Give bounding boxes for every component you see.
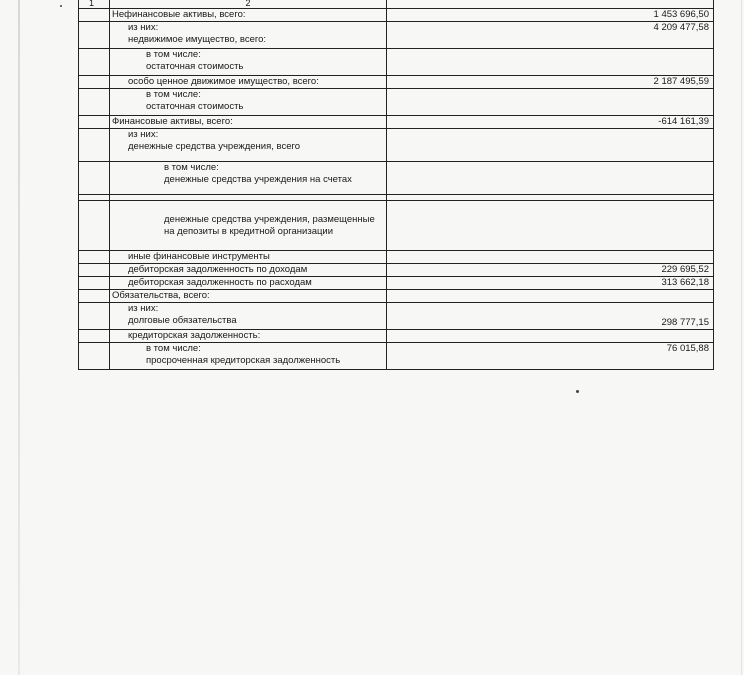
row-value: 229 695,52 [387, 264, 714, 277]
table-row [79, 290, 714, 303]
row-label: в том числе: просроченная кредиторская задолженность [110, 343, 387, 370]
table-row [79, 129, 714, 162]
scan-speck [576, 390, 579, 393]
row-label: денежные средства учреждения, размещенные на депозиты в кредитной организации [110, 201, 387, 251]
row-index-cell [79, 22, 110, 49]
row-value [387, 129, 714, 162]
row-value: 1 453 696,50 [387, 9, 714, 22]
row-index-cell [79, 277, 110, 290]
scan-edge-right [741, 0, 742, 675]
header-col-1: 1 [79, 0, 110, 9]
scan-speck [60, 5, 62, 7]
row-label: Нефинансовые активы, всего: [110, 9, 387, 22]
row-index-cell [79, 89, 110, 116]
table-row [79, 89, 714, 116]
table-row [79, 330, 714, 343]
row-index-cell [79, 264, 110, 277]
row-label: из них: долговые обязательства [110, 303, 387, 330]
row-value: 4 209 477,58 [387, 22, 714, 49]
row-index-cell [79, 290, 110, 303]
row-label: из них: недвижимое имущество, всего: [110, 22, 387, 49]
row-index-cell [79, 116, 110, 129]
row-value: 76 015,88 [387, 343, 714, 370]
row-value: 2 187 495,59 [387, 76, 714, 89]
row-index-cell [79, 330, 110, 343]
header-col-3 [387, 0, 714, 9]
row-index-cell [79, 162, 110, 195]
row-index-cell [79, 343, 110, 370]
row-index-cell [79, 129, 110, 162]
table-header-row [79, 0, 714, 9]
table-row [79, 277, 714, 290]
table-row [79, 201, 714, 251]
table-row [79, 116, 714, 129]
row-value: 313 662,18 [387, 277, 714, 290]
row-index-cell [79, 303, 110, 330]
row-value [387, 290, 714, 303]
row-index-cell [79, 201, 110, 251]
table-row [79, 162, 714, 195]
row-index-cell [79, 251, 110, 264]
table-row [79, 251, 714, 264]
table-row [79, 343, 714, 370]
row-label: из них: денежные средства учреждения, всего [110, 129, 387, 162]
row-value [387, 251, 714, 264]
row-label: дебиторская задолженность по доходам [110, 264, 387, 277]
row-label: дебиторская задолженность по расходам [110, 277, 387, 290]
row-label: в том числе: остаточная стоимость [110, 49, 387, 76]
row-label: иные финансовые инструменты [110, 251, 387, 264]
row-value [387, 89, 714, 116]
table-row [79, 49, 714, 76]
row-value [387, 49, 714, 76]
table-row [79, 9, 714, 22]
row-value [387, 330, 714, 343]
row-value [387, 162, 714, 195]
table-row [79, 76, 714, 89]
row-label: особо ценное движимое имущество, всего: [110, 76, 387, 89]
row-index-cell [79, 49, 110, 76]
table-row [79, 303, 714, 330]
scan-edge-shadow [18, 0, 20, 675]
table-row [79, 264, 714, 277]
row-index-cell [79, 9, 110, 22]
financial-indicators-table [78, 0, 714, 370]
row-index-cell [79, 76, 110, 89]
row-label: кредиторская задолженность: [110, 330, 387, 343]
table-row [79, 22, 714, 49]
row-value: 298 777,15 [387, 303, 714, 330]
row-label: в том числе: денежные средства учреждения на счетах [110, 162, 387, 195]
row-label: Финансовые активы, всего: [110, 116, 387, 129]
row-label: Обязательства, всего: [110, 290, 387, 303]
row-label: в том числе: остаточная стоимость [110, 89, 387, 116]
row-value [387, 201, 714, 251]
row-value: -614 161,39 [387, 116, 714, 129]
header-col-2: 2 [110, 0, 387, 9]
